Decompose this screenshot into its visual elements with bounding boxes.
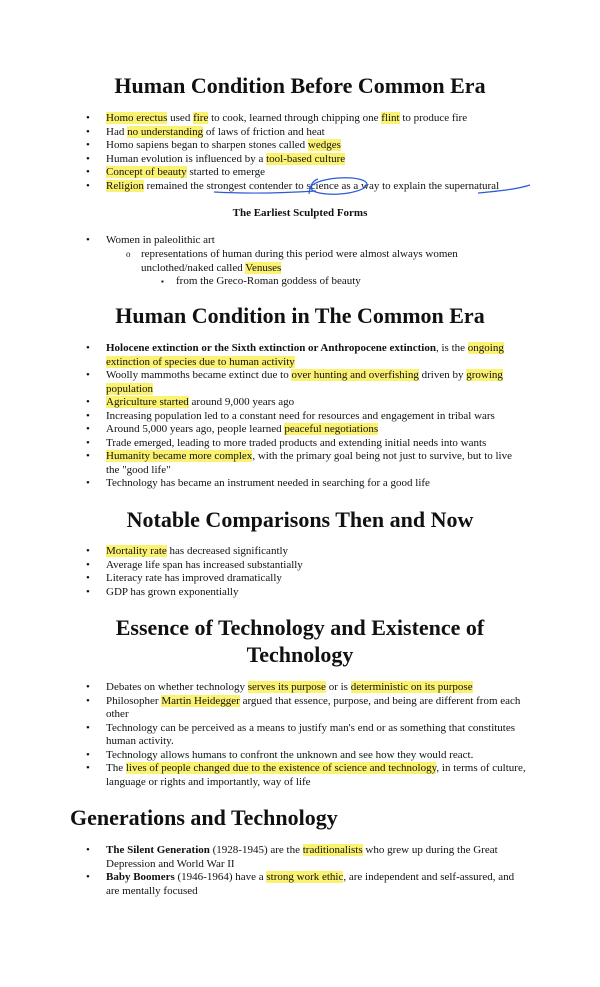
text: Debates on whether technology: [106, 681, 248, 693]
text: or is: [325, 681, 351, 693]
list-item: • Increasing population led to a constant need for resources and engagement in tribal wars: [106, 410, 526, 424]
highlight: serves its purpose: [247, 681, 326, 693]
section-title-generations: Generations and Technology: [70, 805, 338, 830]
list-item: [106, 695, 528, 722]
list-item: • Technology can be perceived as a means to justify man's end or as something that constitutes human activity.: [106, 722, 528, 749]
highlight: ongoing extinction of species due to human activity: [106, 342, 504, 368]
text: started to emerge: [186, 166, 265, 178]
list-item: • Women in paleolithic art: [106, 234, 546, 248]
list-item: • Technology has became an instrument needed in searching for a good life: [106, 477, 526, 491]
highlight: Agriculture started: [106, 396, 189, 408]
list-item: [141, 248, 501, 275]
highlight: flint: [381, 112, 400, 124]
highlight: Homo erectus: [106, 112, 168, 124]
bullet-list-common-era: [106, 342, 526, 491]
list-item: • GDP has grown exponentially: [106, 586, 526, 600]
highlight: peaceful negotiations: [284, 423, 379, 435]
highlight: no understanding: [127, 125, 204, 138]
bullet-list-comparisons: [106, 545, 526, 599]
highlight: traditionalists: [302, 844, 363, 856]
section-title-before-common-era: Human Condition Before Common Era: [114, 73, 486, 98]
list-item: [106, 342, 526, 369]
subheading: The Earliest Sculpted Forms: [232, 207, 368, 219]
text: who grew up during the Great Depression and World War II: [106, 844, 498, 870]
text: Human evolution is influenced by a: [106, 152, 267, 165]
text: to cook, learned through chipping one: [208, 112, 382, 124]
text: Homo sapiens began to sharpen stones called: [106, 139, 308, 151]
text: remained the strongest contender to science as a way to explain the supernatural: [143, 179, 500, 192]
list-item: [106, 139, 546, 153]
list-item: [106, 762, 528, 789]
text: , with the primary goal being not just to survive, but to live the "good life": [106, 450, 512, 476]
highlight: Mortality rate: [106, 545, 167, 557]
highlight: growing population: [106, 369, 503, 395]
list-item: [106, 450, 526, 477]
highlight: Humanity became more complex: [106, 450, 253, 462]
list-item: [106, 844, 528, 871]
list-item: [106, 126, 546, 140]
list-item: [106, 871, 528, 898]
highlight: tool-based culture: [266, 152, 346, 165]
bullet-list-sculpted-forms: [106, 234, 546, 248]
list-item: [106, 423, 526, 437]
bold-term: Baby Boomers: [106, 871, 175, 883]
list-item: [106, 166, 546, 180]
list-item: • Average life span has increased substantially: [106, 559, 526, 573]
list-item: [106, 681, 528, 695]
text: Had: [106, 125, 128, 138]
text: (1928-1945) are the: [209, 844, 303, 856]
highlight: strong work ethic: [266, 871, 344, 883]
text: Philosopher: [106, 694, 162, 707]
list-item: [106, 369, 526, 396]
list-item: [106, 396, 526, 410]
list-item: [106, 180, 546, 194]
bullet-list-before-common-era: [106, 112, 546, 193]
highlight: Venuses: [245, 261, 282, 274]
list-item: [106, 112, 546, 126]
highlight: over hunting and overfishing: [291, 369, 419, 381]
highlight: wedges: [307, 139, 341, 151]
text: Around 5,000 years ago, people learned: [106, 423, 285, 435]
highlight: fire: [193, 112, 209, 124]
text: around 9,000 years ago: [188, 396, 295, 408]
text: has decreased significantly: [166, 545, 289, 557]
highlight: lives of people changed due to the existence of science and technology: [125, 762, 437, 774]
text: The: [106, 762, 126, 774]
section-title-comparisons: Notable Comparisons Then and Now: [126, 507, 474, 532]
text: , is the: [435, 342, 468, 354]
text: , in terms of culture, language or rights and importantly, way of life: [106, 762, 526, 788]
text: argued that essence, purpose, and being are different from each other: [106, 694, 521, 720]
highlight: Martin Heidegger: [161, 694, 240, 707]
bold-term: The Silent Generation: [106, 844, 210, 856]
highlight: Religion: [106, 179, 144, 192]
list-item: ▪ from the Greco-Roman goddess of beauty: [176, 275, 476, 289]
text: (1946-1964) have a: [174, 871, 267, 883]
list-item: [106, 153, 546, 167]
text: driven by: [418, 369, 467, 381]
text: representations of human during this period were almost always women unclothed/naked called: [141, 248, 458, 274]
bullet-list-essence: [106, 681, 528, 789]
section-title-essence-line2: Technology: [246, 642, 354, 667]
text: of laws of friction and heat: [203, 125, 325, 138]
sub-sub-list: [176, 275, 476, 289]
text: used: [167, 112, 194, 124]
text: Woolly mammoths became extinct due to: [106, 369, 292, 381]
list-item: • Technology allows humans to confront the unknown and see how they would react.: [106, 749, 528, 763]
bold-term: Holocene extinction or the Sixth extinction or Anthropocene extinction: [106, 342, 436, 354]
list-item: • Literacy rate has improved dramatically: [106, 572, 526, 586]
section-title-common-era: Human Condition in The Common Era: [115, 303, 485, 328]
list-item: • Trade emerged, leading to more traded products and extending initial needs into wants: [106, 437, 526, 451]
sub-list: [141, 248, 501, 275]
section-title-essence-line1: Essence of Technology and Existence of: [115, 615, 485, 640]
bullet-list-generations: [106, 844, 528, 898]
highlight: deterministic on its purpose: [350, 681, 473, 693]
text: , are independent and self-assured, and are mentally focused: [106, 871, 515, 897]
highlight: Concept of beauty: [106, 166, 187, 178]
text: to produce fire: [399, 112, 468, 124]
list-item: [106, 545, 526, 559]
